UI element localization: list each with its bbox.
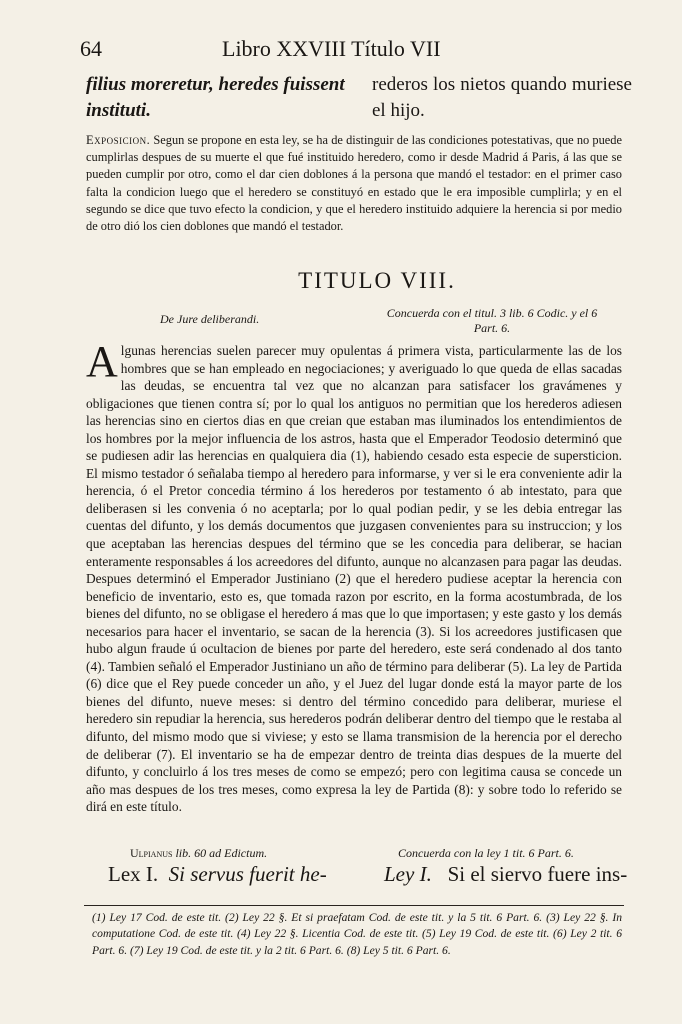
- exposicion-text: Segun se propone en esta ley, se ha de distinguir de las condiciones potestativas, que no puede cumplirlas despues de su muerte el que fué instituido heredero, como ir desde Madrid á Paris, á las que se pueden cumplir por otro, como el dar cien doblones á la persona que mandó el testador: en el primer caso falta la condicion luego que el heredero se constituyó en estado que le era imposible cumplirla; y en el segundo se dice que tuvo efecto la condicion, y que el heredero instituido adquiere la herencia si por medio de otro dió los cien doblones que mandó el testador.: [86, 133, 622, 234]
- section-concordance: [360, 306, 624, 336]
- lex-start-text: Si servus fuerit he-: [168, 862, 327, 886]
- footnote-divider: [84, 905, 624, 906]
- latin-source: [130, 846, 267, 861]
- body-paragraph: [86, 337, 622, 816]
- drop-cap-initial: A: [86, 337, 118, 386]
- running-title: Libro XXVIII Título VII: [222, 36, 441, 61]
- ley-start-text: Si el siervo fuere ins-: [447, 862, 628, 886]
- spanish-continuation: rederos los nietos quando muriese el hijo.: [372, 74, 632, 121]
- latin-law-heading: [108, 862, 327, 887]
- exposicion-label: Exposicion.: [86, 133, 151, 147]
- source-author: Ulpianus: [130, 846, 173, 860]
- latin-continuation: filius moreretur, heredes fuissent instituti.: [86, 74, 345, 121]
- concordance-line-2: Part. 6.: [473, 321, 511, 335]
- spanish-law-heading: [384, 862, 627, 887]
- source-reference: lib. 60 ad Edictum.: [172, 846, 268, 860]
- lex-label: Lex I.: [108, 862, 159, 886]
- ley-label: Ley I.: [384, 862, 432, 886]
- section-subtitle: De Jure deliberandi.: [160, 312, 260, 326]
- section-title: TITULO VIII.: [298, 268, 456, 293]
- concordance-line-1: Concuerda con el titul. 3 lib. 6 Codic. y el 6: [386, 306, 598, 320]
- exposicion-paragraph: [86, 132, 622, 235]
- law-concordance: Concuerda con la ley 1 tit. 6 Part. 6.: [398, 846, 574, 860]
- body-text: lgunas herencias suelen parecer muy opulentas á primera vista, particularmente las de los hombres que se han empleado en negociaciones; y averiguado lo que queda de ellas sacadas las deudas, se encuentra tal vez que no alcanzan para satisfacer los gravámenes y obligaciones que tienen contra sí; por lo qual los antiguos no permitian que los herederos adiesen las herencias sino en ciertos dias en que creian que estaban mas iluminados los entendimientos de los hombres por la mejor influencia de los astros, hasta que el Emperador Teodosio determinó que se pudiesen adir las herencias en qualquiera dia (1), habiendo cesado esta especie de supersticion. El mismo testador ó señalaba tiempo al heredero para informarse, y ver si le era conveniente adir la herencia, ó el Pretor concedia término á los herederos por testamento ó ab intestato, para que deliberasen si les convenia ó no aceptarla; por lo qual podian pedir, y se les debia entregar las cuentas del difunto, y los demás documentos que juzgasen convenientes para su instruccion; y los que aceptaban las herencias despues del término que se les concedia para deliberar, se hacian enteramente responsables á los acreedores del difunto, aunque no alcanzasen para pagar las deudas. Despues determinó el Emperador Justiniano (2) que el heredero pudiese aceptar la herencia con beneficio de inventario, esto es, que tomada razon por escrito, en la forma acostumbrada, de los bienes del difunto, no se obligase el heredero á mas que lo que importasen; y este gasto y los demás necesarios para hacer el inventario, se sacan de la herencia (3). Si los acreedores justificasen que hubo algun fraude ú ocultacion de bienes por parte del heredero, este será condenado al dos tanto (4). Tambien señaló el Emperador Justiniano un año de término para deliberar (5). La ley de Partida (6) dice que el Rey puede conceder un año, y el Juez del lugar donde está la mayor parte de los bienes del difunto, nueve meses: si dentro del término concedido para deliberar, muriese el heredero sin repudiar la herencia, sus herederos podrán deliberar dentro del tiempo que le restaba al difunto, del mismo modo que si viviese; y esto se llama transmision de la herencia por el derecho de deliberar (7). El inventario se ha de empezar dentro de treinta dias despues de la muerte del difunto, y concluirlo á los tres meses de como se empezó; pero con legitima causa se concede un año mas despues de los tres meses, como expresa la ley de Partida (8): y sobre todo lo referido se dirá en este título.: [86, 343, 622, 815]
- footnotes: (1) Ley 17 Cod. de este tit. (2) Ley 22 §. Et si praefatam Cod. de este tit. y la 5 tit. 6 Part. 6. (3) Ley 22 §. In computatione Cod. de este tit. (4) Ley 22 §. Licentia Cod. de este tit. (5) Ley 19 Cod. de este tit. (6) Ley 2 tit. 6 Part. 6. (7) Ley 19 Cod. de este tit. y la 2 tit. 6 Part. 6. (8) Ley 5 tit. 6 Part. 6.: [92, 911, 622, 957]
- page-number: 64: [80, 36, 102, 61]
